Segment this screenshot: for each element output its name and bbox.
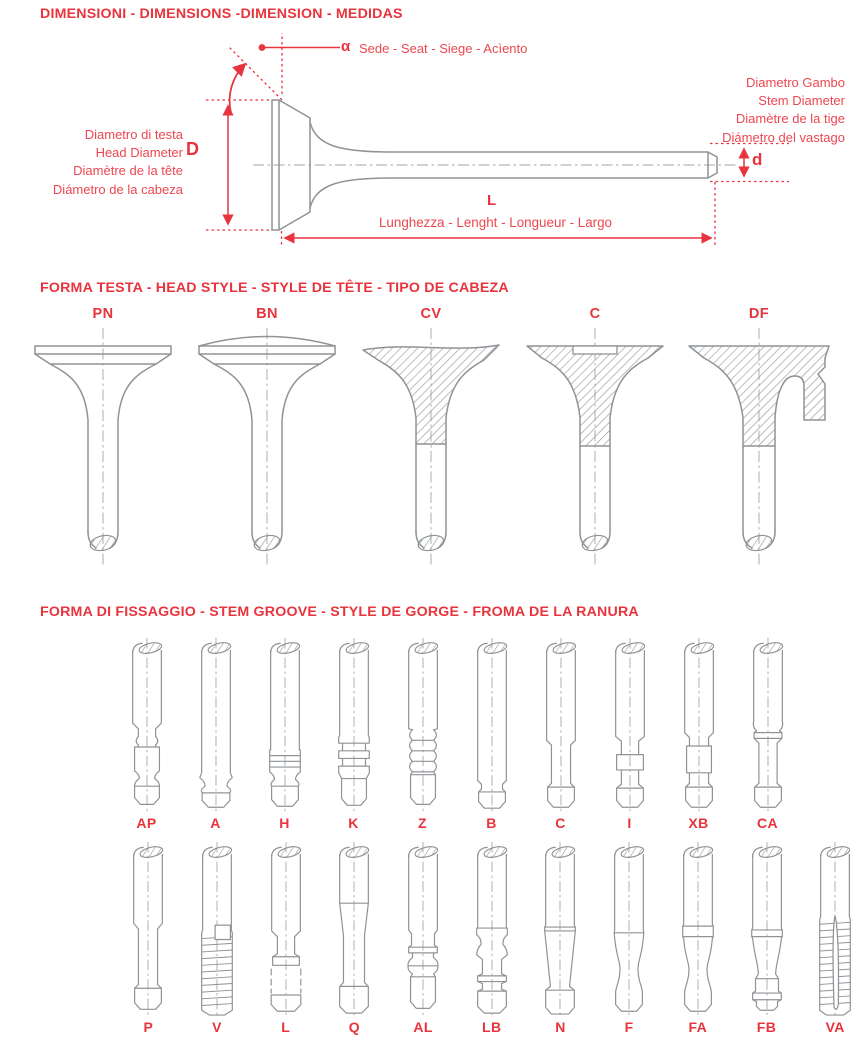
stem-groove-va-drawing: [807, 842, 860, 1016]
head-style-c: [514, 306, 676, 578]
stem-groove-n-drawing: [532, 842, 588, 1016]
stem-groove-b-label: B: [486, 815, 497, 831]
head-style-pn-label: PN: [92, 306, 114, 322]
head-style-c-recess: [573, 346, 617, 354]
stem-groove-n-label: N: [555, 1019, 566, 1035]
stem-groove-l-label: L: [281, 1019, 291, 1035]
stem-groove-a-drawing: [188, 638, 244, 812]
head-style-df-label: DF: [748, 306, 770, 322]
stem-groove-lb: [457, 842, 526, 1035]
stem-groove-fa-label: FA: [688, 1019, 708, 1035]
stem-groove-b-drawing: [464, 638, 520, 812]
stem-groove-v-drawing: [189, 842, 245, 1016]
stem-groove-ap-label: AP: [136, 815, 157, 831]
head-style-pn-drawing: [22, 322, 184, 578]
stem-groove-c: [526, 638, 595, 831]
stem-groove-q-drawing: [326, 842, 382, 1016]
stem-groove-v: [183, 842, 252, 1035]
stem-groove-i-drawing: [602, 638, 658, 812]
stem-grooves-row2: [114, 842, 860, 1035]
stem-groove-fa: [664, 842, 733, 1035]
stem-groove-k: [319, 638, 388, 831]
head-diameter-line-es: Diámetro de la cabeza: [52, 181, 183, 197]
stem-diameter-labels: [595, 74, 845, 147]
stem-groove-h-label: H: [279, 815, 290, 831]
stem-groove-v-label: V: [212, 1019, 222, 1035]
stem-groove-xb: [664, 638, 733, 831]
stem-groove-ca: [733, 638, 802, 831]
head-diameter-line-it: Diametro di testa: [84, 127, 183, 142]
stem-groove-h-drawing: [257, 638, 313, 812]
stem-groove-l-drawing: [258, 842, 314, 1016]
stem-diameter-line-es: Diámetro del vastago: [722, 129, 845, 145]
stem-groove-fb-label: FB: [756, 1019, 777, 1035]
stem-groove-ca-drawing: [740, 638, 796, 812]
stem-groove-lb-label: LB: [482, 1019, 502, 1035]
stem-groove-ap-drawing: [119, 638, 175, 812]
seat-angle-arc-arrow: [230, 64, 245, 113]
seat-angle-construction-lines: [228, 33, 282, 100]
stem-groove-al-drawing: [395, 842, 451, 1016]
stem-groove-h: [250, 638, 319, 831]
stem-groove-fb: [732, 842, 801, 1035]
stem-groove-i-label: I: [627, 815, 632, 831]
stem-groove-n: [526, 842, 595, 1035]
stem-groove-c-label: C: [555, 815, 566, 831]
head-styles-grid: [22, 306, 840, 578]
head-style-c-label: C: [589, 306, 601, 322]
seat-angle-symbol: α: [341, 38, 351, 55]
stem-groove-f: [595, 842, 664, 1035]
stem-groove-q-label: Q: [348, 1019, 361, 1035]
head-style-bn: [186, 306, 348, 578]
head-style-df-drawing: [678, 322, 840, 578]
stem-groove-al-label: AL: [413, 1019, 433, 1035]
stem-groove-k-label: K: [348, 815, 359, 831]
stem-diameter-line-en: Stem Diameter: [758, 93, 845, 109]
stem-diameter-letter: d: [752, 150, 763, 169]
head-style-pn: [22, 306, 184, 578]
stem-groove-a-label: A: [210, 815, 221, 831]
stem-groove-p-label: P: [143, 1019, 154, 1035]
stem-groove-f-label: F: [624, 1019, 634, 1035]
head-style-bn-label: BN: [256, 306, 278, 322]
stem-groove-a: [181, 638, 250, 831]
length-letter: L: [487, 192, 497, 209]
stem-groove-p: [114, 842, 183, 1035]
stem-groove-q: [320, 842, 389, 1035]
stem-diameter-line-fr: Diamètre de la tige: [735, 111, 845, 127]
stem-groove-z: [388, 638, 457, 831]
stem-grooves-row1: [112, 638, 804, 831]
section-stem-grooves-title: FORMA DI FISSAGGIO - STEM GROOVE - STYLE DE GORGE - FROMA DE LA RANURA: [40, 604, 639, 620]
stem-groove-l: [251, 842, 320, 1035]
head-style-df: [678, 306, 840, 578]
head-style-c-drawing: [514, 322, 676, 578]
section-head-styles-title: FORMA TESTA - HEAD STYLE - STYLE DE TÊTE - TIPO DE CABEZA: [40, 280, 509, 296]
stem-groove-ca-label: CA: [756, 815, 779, 831]
stem-groove-xb-label: XB: [688, 815, 709, 831]
head-style-cv-drawing: [350, 322, 512, 578]
head-style-cv: [350, 306, 512, 578]
stem-groove-z-drawing: [395, 638, 451, 812]
stem-groove-al: [389, 842, 458, 1035]
head-diameter-labels: [0, 126, 183, 199]
head-style-bn-drawing: [186, 322, 348, 578]
head-diameter-line-fr: Diamètre de la tête: [73, 163, 183, 179]
stem-groove-k-drawing: [326, 638, 382, 812]
stem-groove-v-key-tab: [215, 925, 230, 939]
stem-groove-f-drawing: [601, 842, 657, 1016]
length-label: Lunghezza - Lenght - Longueur - Largo: [378, 215, 612, 230]
seat-label: Sede - Seat - Siege - Acìento: [359, 41, 528, 56]
head-style-cv-label: CV: [420, 306, 442, 322]
stem-groove-va: [801, 842, 860, 1035]
stem-groove-p-drawing: [120, 842, 176, 1016]
stem-groove-fa-drawing: [670, 842, 726, 1016]
stem-groove-fb-drawing: [739, 842, 795, 1016]
stem-groove-lb-drawing: [464, 842, 520, 1016]
head-diameter-letter: D: [186, 139, 199, 159]
stem-groove-va-label: VA: [825, 1019, 845, 1035]
stem-groove-z-label: Z: [418, 815, 427, 831]
stem-groove-c-drawing: [533, 638, 589, 812]
stem-diameter-line-it: Diametro Gambo: [746, 75, 845, 90]
stem-groove-i: [595, 638, 664, 831]
stem-groove-ap: [112, 638, 181, 831]
stem-groove-xb-drawing: [671, 638, 727, 812]
section-dimensions-title: DIMENSIONI - DIMENSIONS -DIMENSION - MEDIDAS: [40, 6, 403, 22]
head-diameter-line-en: Head Diameter: [95, 145, 183, 161]
stem-groove-b: [457, 638, 526, 831]
